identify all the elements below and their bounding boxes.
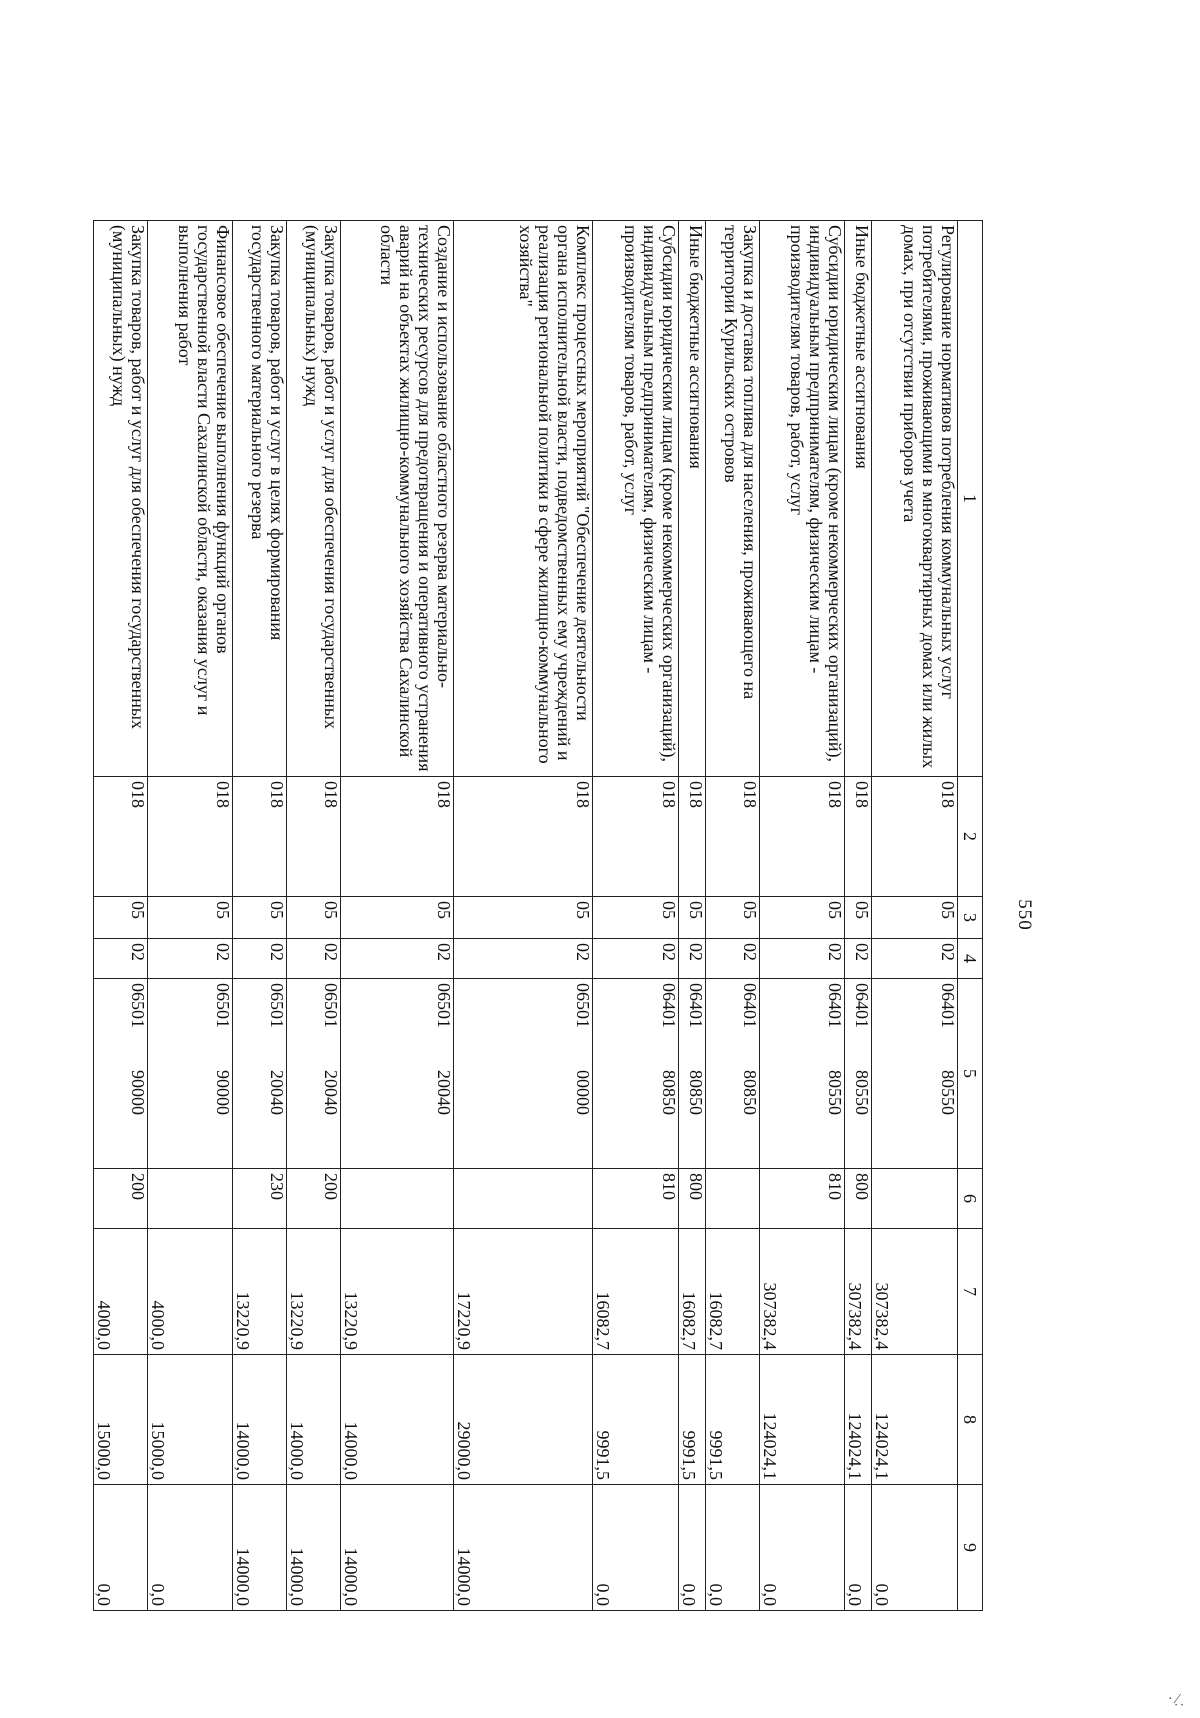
row-target-code-direction: 00000: [573, 1070, 594, 1115]
row-target-code: [706, 979, 760, 1169]
row-section-code: 05: [845, 897, 872, 939]
header-col-4: 4: [958, 939, 983, 979]
row-amount-2: 15000,0: [94, 1355, 148, 1485]
table-header-row: [958, 221, 983, 1611]
row-amount-3: 0,0: [148, 1485, 234, 1611]
row-target-code: [679, 979, 706, 1169]
row-admin-code: 018: [148, 777, 234, 897]
row-amount-1: 4000,0: [148, 1229, 234, 1355]
row-target-code-program: 06501: [213, 983, 234, 1028]
row-amount-2: 14000,0: [233, 1355, 287, 1485]
header-col-7: 7: [958, 1229, 983, 1355]
row-section-code: 05: [760, 897, 846, 939]
row-target-code-program: 06501: [267, 983, 288, 1028]
row-subsection-code: 02: [233, 939, 287, 979]
row-admin-code: 018: [454, 777, 594, 897]
row-target-code-program: 06501: [434, 983, 454, 1028]
row-amount-3: 0,0: [845, 1485, 872, 1611]
row-subsection-code: 02: [287, 939, 341, 979]
page-number: 550: [1014, 899, 1035, 931]
table-row: [679, 221, 706, 1611]
row-target-code-direction: 80550: [825, 1070, 846, 1115]
margin-mark: · ̣⁄ ̣: [1168, 1692, 1182, 1707]
row-target-code-direction: 80550: [938, 1070, 958, 1115]
row-section-code: 05: [454, 897, 594, 939]
header-col-2: 2: [958, 777, 983, 897]
row-amount-2: 14000,0: [341, 1355, 454, 1485]
row-amount-2: 15000,0: [148, 1355, 234, 1485]
row-section-code: 05: [593, 897, 679, 939]
table-row: [233, 221, 287, 1611]
row-amount-3: 0,0: [706, 1485, 760, 1611]
row-admin-code: 018: [845, 777, 872, 897]
row-amount-3: 14000,0: [454, 1485, 594, 1611]
row-subsection-code: 02: [845, 939, 872, 979]
row-amount-2: 9991,5: [706, 1355, 760, 1485]
row-subsection-code: 02: [706, 939, 760, 979]
row-subsection-code: 02: [872, 939, 958, 979]
row-admin-code: 018: [593, 777, 679, 897]
row-name-cell: Закупка товаров, работ и услуг в целях формирования государственного материального резерва: [233, 221, 287, 777]
row-section-code: 05: [341, 897, 454, 939]
row-target-code: [287, 979, 341, 1169]
row-section-code: 05: [94, 897, 148, 939]
row-subsection-code: 02: [593, 939, 679, 979]
row-amount-2: 29000,0: [454, 1355, 594, 1485]
header-col-3: 3: [958, 897, 983, 939]
row-amount-3: 14000,0: [287, 1485, 341, 1611]
row-expense-type: [148, 1169, 234, 1229]
table-row: [454, 221, 594, 1611]
header-col-1: 1: [958, 221, 983, 777]
row-target-code: [845, 979, 872, 1169]
row-expense-type: 810: [593, 1169, 679, 1229]
row-expense-type: 800: [845, 1169, 872, 1229]
row-target-code-direction: 20040: [267, 1070, 288, 1115]
row-subsection-code: 02: [454, 939, 594, 979]
row-admin-code: 018: [872, 777, 958, 897]
row-target-code-program: 06401: [825, 983, 846, 1028]
table-row: [287, 221, 341, 1611]
table-row: [341, 221, 454, 1611]
row-name-cell: Иные бюджетные ассигнования: [679, 221, 706, 777]
row-amount-3: 0,0: [94, 1485, 148, 1611]
row-subsection-code: 02: [760, 939, 846, 979]
table-body: [94, 221, 958, 1611]
row-name-cell: Финансовое обеспечение выполнения функций органов государственной власти Сахалинской области, оказания услуг и выполнения работ: [148, 221, 234, 777]
row-target-code-direction: 80550: [852, 1070, 873, 1115]
header-col-9: 9: [958, 1485, 983, 1611]
row-amount-3: 0,0: [760, 1485, 846, 1611]
row-target-code: [454, 979, 594, 1169]
row-section-code: 05: [287, 897, 341, 939]
row-amount-1: 4000,0: [94, 1229, 148, 1355]
row-amount-2: 9991,5: [593, 1355, 679, 1485]
row-target-code-direction: 80850: [740, 1070, 760, 1115]
row-target-code-program: 06401: [852, 983, 873, 1028]
row-amount-2: 14000,0: [287, 1355, 341, 1485]
row-section-code: 05: [872, 897, 958, 939]
row-amount-1: 307382,4: [872, 1229, 958, 1355]
row-name-cell: Закупка товаров, работ и услуг для обеспечения государственных (муниципальных) нужд: [94, 221, 148, 777]
row-target-code: [593, 979, 679, 1169]
row-target-code-direction: 20040: [321, 1070, 342, 1115]
row-name-cell: Субсидии юридическим лицам (кроме некоммерческих организаций), индивидуальным предпринимателям, физическим лицам - производителям товаров, работ, услуг: [760, 221, 846, 777]
row-target-code-program: 06501: [573, 983, 594, 1028]
row-section-code: 05: [148, 897, 234, 939]
row-target-code-program: 06401: [659, 983, 679, 1028]
row-admin-code: 018: [287, 777, 341, 897]
row-amount-1: 16082,7: [706, 1229, 760, 1355]
row-name-cell: Субсидии юридическим лицам (кроме некоммерческих организаций), индивидуальным предпринимателям, физическим лицам - производителям товаров, работ, услуг: [593, 221, 679, 777]
row-amount-3: 14000,0: [341, 1485, 454, 1611]
row-amount-1: 16082,7: [679, 1229, 706, 1355]
row-amount-3: 14000,0: [233, 1485, 287, 1611]
row-target-code-direction: 90000: [128, 1070, 148, 1115]
row-amount-3: 0,0: [679, 1485, 706, 1611]
row-amount-1: 13220,9: [233, 1229, 287, 1355]
row-admin-code: 018: [760, 777, 846, 897]
row-section-code: 05: [233, 897, 287, 939]
row-admin-code: 018: [341, 777, 454, 897]
row-section-code: 05: [706, 897, 760, 939]
row-name-cell: Создание и использование областного резерва материально-технических ресурсов для предотвращения и оперативного устранения аварий на объектах жилищно-коммунального хозяйства Сахалинской области: [341, 221, 454, 777]
row-amount-2: 124024,1: [872, 1355, 958, 1485]
table-row: [706, 221, 760, 1611]
row-amount-1: 16082,7: [593, 1229, 679, 1355]
row-amount-3: 0,0: [872, 1485, 958, 1611]
row-target-code-program: 06401: [686, 983, 706, 1028]
budget-table: [93, 220, 983, 1611]
row-expense-type: 230: [233, 1169, 287, 1229]
row-expense-type: 810: [760, 1169, 846, 1229]
row-admin-code: 018: [94, 777, 148, 897]
row-name-cell: Закупка и доставка топлива для населения, проживающего на территории Курильских островов: [706, 221, 760, 777]
row-expense-type: [454, 1169, 594, 1229]
row-target-code-direction: 80850: [686, 1070, 706, 1115]
row-target-code-direction: 80850: [659, 1070, 679, 1115]
row-amount-2: 9991,5: [679, 1355, 706, 1485]
row-subsection-code: 02: [679, 939, 706, 979]
row-amount-2: 124024,1: [845, 1355, 872, 1485]
row-amount-1: 13220,9: [341, 1229, 454, 1355]
row-section-code: 05: [679, 897, 706, 939]
row-name-cell: Закупка товаров, работ и услуг для обеспечения государственных (муниципальных) нужд: [287, 221, 341, 777]
row-amount-1: 307382,4: [845, 1229, 872, 1355]
row-name-cell: Комплекс процессных мероприятий "Обеспечение деятельности органа исполнительной власти, подведомственных ему учреждений и реализация региональной политики в сфере жилищно-коммунального хозяйства": [454, 221, 594, 777]
row-target-code: [341, 979, 454, 1169]
row-target-code-direction: 90000: [213, 1070, 234, 1115]
row-target-code: [872, 979, 958, 1169]
table-row: [94, 221, 148, 1611]
table-row: [593, 221, 679, 1611]
row-subsection-code: 02: [148, 939, 234, 979]
row-target-code-program: 06401: [938, 983, 958, 1028]
table-row: [872, 221, 958, 1611]
table-row: [148, 221, 234, 1611]
table-row: [760, 221, 846, 1611]
rotated-sheet: [83, 220, 1043, 1610]
row-target-code-program: 06401: [740, 983, 760, 1028]
row-expense-type: [341, 1169, 454, 1229]
row-target-code: [233, 979, 287, 1169]
row-target-code: [148, 979, 234, 1169]
row-amount-1: 13220,9: [287, 1229, 341, 1355]
row-expense-type: 200: [287, 1169, 341, 1229]
row-name-cell: Иные бюджетные ассигнования: [845, 221, 872, 777]
row-expense-type: [872, 1169, 958, 1229]
row-subsection-code: 02: [341, 939, 454, 979]
row-target-code: [94, 979, 148, 1169]
row-amount-1: 307382,4: [760, 1229, 846, 1355]
row-expense-type: 200: [94, 1169, 148, 1229]
header-col-5: 5: [958, 979, 983, 1169]
row-target-code-direction: 20040: [434, 1070, 454, 1115]
row-name-cell: Регулирование нормативов потребления коммунальных услуг потребителями, проживающими в многоквартирных домах или жилых домах, при отсутствии приборов учета: [872, 221, 958, 777]
header-col-6: 6: [958, 1169, 983, 1229]
row-target-code: [760, 979, 846, 1169]
row-expense-type: [706, 1169, 760, 1229]
table-row: [845, 221, 872, 1611]
row-amount-1: 17220,9: [454, 1229, 594, 1355]
row-target-code-program: 06501: [321, 983, 342, 1028]
row-admin-code: 018: [233, 777, 287, 897]
row-admin-code: 018: [706, 777, 760, 897]
row-target-code-program: 06501: [128, 983, 148, 1028]
row-subsection-code: 02: [94, 939, 148, 979]
row-expense-type: 800: [679, 1169, 706, 1229]
row-amount-2: 124024,1: [760, 1355, 846, 1485]
row-amount-3: 0,0: [593, 1485, 679, 1611]
header-col-8: 8: [958, 1355, 983, 1485]
row-admin-code: 018: [679, 777, 706, 897]
